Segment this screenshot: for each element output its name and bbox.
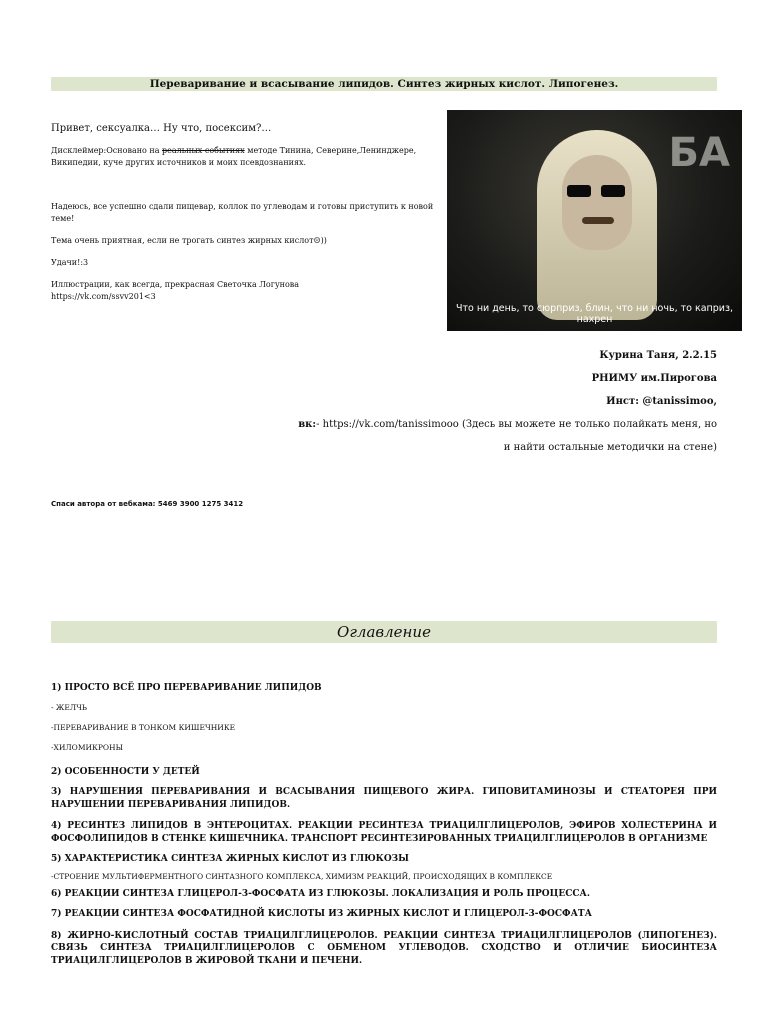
luck-text: Удачи!:3 [51,258,89,267]
vk-label: вк: [298,419,317,430]
photo-mustache [582,217,614,224]
table-of-contents [51,682,717,967]
toc-sub: -ХИЛОМИКРОНЫ [51,742,123,752]
disclaimer-strike: реальных событиях [162,146,245,155]
toc-item-7: 7) РЕАКЦИИ СИНТЕЗА ФОСФАТИДНОЙ КИСЛОТЫ ИЗ ЖИРНЫХ КИСЛОТ И ГЛИЦЕРОЛ-3-ФОСФАТА [51,909,592,919]
author-university: РНИМУ им.Пирогова [591,373,717,384]
author-insta: Инст: @tanissimoo, [606,396,717,407]
illustrations-link[interactable]: https://vk.com/ssvv201<3 [51,292,156,301]
document-title: Переваривание и всасывание липидов. Синтез жирных кислот. Липогенез. [51,77,717,91]
intro-section [51,123,443,313]
sunglasses-left [567,185,591,197]
disclaimer [51,145,443,169]
disclaimer-label: Дисклеймер: [51,146,107,155]
meme-photo [447,110,742,331]
author-block [297,344,717,459]
hope-text: Надеюсь, все успешно сдали пищевар, коллок по углеводам и готовы приступить к новой теме! [51,202,434,223]
illustrations-credit: Иллюстрации, как всегда, прекрасная Светочка Логунова [51,280,300,289]
toc-item-5: 5) ХАРАКТЕРИСТИКА СИНТЕЗА ЖИРНЫХ КИСЛОТ ИЗ ГЛЮКОЗЫ [51,854,409,864]
toc-sub: -СТРОЕНИЕ МУЛЬТИФЕРМЕНТНОГО СИНТАЗНОГО КОМПЛЕКСА, ХИМИЗМ РЕАКЦИЙ, ПРОИСХОДЯЩИХ В КОМПЛЕКСЕ [51,871,553,881]
toc-sub: -ПЕРЕВАРИВАНИЕ В ТОНКОМ КИШЕЧНИКЕ [51,722,236,732]
photo-face [562,155,632,250]
vk-link[interactable]: - https://vk.com/tanissimooo (Здесь вы можете не только полайкать меня, но и найти остальные методички на стене) [316,419,717,453]
author-name: Курина Таня, 2.2.15 [599,350,717,361]
disclaimer-pre: Основано на [106,146,163,155]
author-vk [297,413,717,459]
toc-item-8: 8) ЖИРНО-КИСЛОТНЫЙ СОСТАВ ТРИАЦИЛГЛИЦЕРОЛОВ. РЕАКЦИИ СИНТЕЗА ТРИАЦИЛГЛИЦЕРОЛОВ (ЛИПОГЕНЕЗ). СВЯЗЬ СИНТЕЗА ТРИАЦИЛГЛИЦЕРОЛОВ С ОБМЕНОМ УГЛЕВОДОВ. СХОДСТВО И ОТЛИЧИЕ БИОСИНТЕЗА ТРИАЦИЛГЛИЦЕРОЛОВ В ЖИРОВОЙ ТКАНИ И ПЕЧЕНИ. [51,930,717,966]
greeting: Привет, сексуалка… Ну что, посексим?… [51,123,272,134]
toc-item-6: 6) РЕАКЦИИ СИНТЕЗА ГЛИЦЕРОЛ-3-ФОСФАТА ИЗ ГЛЮКОЗЫ. ЛОКАЛИЗАЦИЯ И РОЛЬ ПРОЦЕССА. [51,888,590,899]
illustrations-text [51,279,443,303]
toc-item-2: 2) ОСОБЕННОСТИ У ДЕТЕЙ [51,766,200,777]
topic-text: Тема очень приятная, если не трогать синтез жирных кислот☹)) [51,236,327,245]
toc-sub: - ЖЕЛЧЬ [51,702,87,712]
toc-item-4: 4) РЕСИНТЕЗ ЛИПИДОВ В ЭНТЕРОЦИТАХ. РЕАКЦИИ РЕСИНТЕЗА ТРИАЦИЛГЛИЦЕРОЛОВ, ЭФИРОВ ХОЛЕСТЕРИНА И ФОСФОЛИПИДОВ В СТЕНКЕ КИШЕЧНИКА. ТРАНСПОРТ РЕСИНТЕЗИРОВАННЫХ ТРИАЦИЛГЛИЦЕРОЛОВ В ОРГАНИЗМЕ [51,821,717,844]
donate-text: Спаси автора от вебкама: 5469 3900 1275 3412 [51,500,244,508]
photo-graffiti: БА [668,130,730,176]
sunglasses-right [601,185,625,197]
toc-title: Оглавление [51,621,717,643]
disclaimer-post: методе Тинина, Северине,Ленинджере, Википедии, куче других источников и моих псевдознаниях. [51,146,417,167]
toc-item [51,682,717,754]
toc-item-1: 1) ПРОСТО ВСЁ ПРО ПЕРЕВАРИВАНИЕ ЛИПИДОВ [51,683,322,693]
toc-item-3: 3) НАРУШЕНИЯ ПЕРЕВАРИВАНИЯ И ВСАСЫВАНИЯ ПИЩЕВОГО ЖИРА. ГИПОВИТАМИНОЗЫ И СТЕАТОРЕЯ ПРИ НАРУШЕНИИ ПЕРЕВАРИВАНИЯ ЛИПИДОВ. [51,787,717,810]
photo-caption: Что ни день, то сюрприз, блин, что ни ночь, то каприз, нахрен [455,303,734,325]
